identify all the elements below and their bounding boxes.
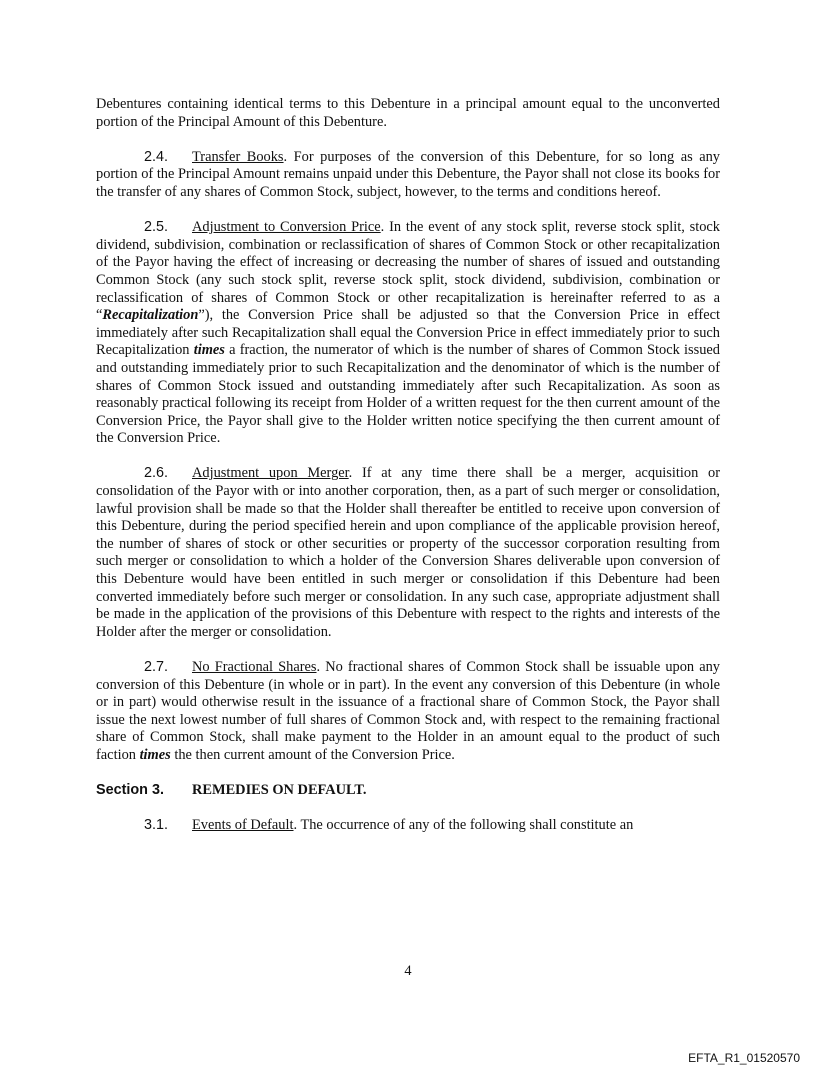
section-3-1-title: Events of Default: [192, 817, 294, 834]
section-2-5-paragraph: [96, 219, 720, 448]
section-3-title: REMEDIES ON DEFAULT.: [192, 782, 367, 799]
section-3-1-text: . The occurrence of any of the following shall constitute an: [293, 817, 634, 834]
section-2-7-paragraph: [96, 659, 720, 765]
section-2-7-text-b: the then current amount of the Conversion Price.: [170, 746, 455, 763]
section-2-4-title: Transfer Books: [192, 148, 284, 165]
page-number: 4: [404, 963, 412, 979]
section-2-4-paragraph: [96, 149, 720, 202]
section-2-6-title: Adjustment upon Merger: [192, 465, 349, 482]
section-2-7-text-a: . No fractional shares of Common Stock shall be issuable upon any conversion of this Debenture (in whole or in part). In the event any conversion of this Debenture (in whole or in part) would otherwise result in the issuance of a fractional share of Common Stock, the Payor shall issue the next lowest number of full shares of Common Stock and, with respect to the remaining fractional share of Common Stock, shall make payment to the Holder in an amount equal to the product of such faction: [96, 659, 720, 763]
section-2-5-text-c: a fraction, the numerator of which is the number of shares of Common Stock issued and outstanding immediately prior to such Recapitalization and the denominator of which is the number of shares of Common Stock issued and outstanding immediately after such Recapitalization. As soon as reasonably practical following its receipt from Holder of a written request for the then current amount of the Conversion Price, the Payor shall give to the Holder written notice specifying the then current amount of the Conversion Price.: [96, 342, 720, 447]
section-2-4-text: . For purposes of the conversion of this Debenture, for so long as any portion of the Principal Amount remains unpaid under this Debenture, the Payor shall not close its books for the transfer of any shares of Common Stock, subject, however, to the terms and conditions hereof.: [96, 148, 720, 200]
document-page: [96, 96, 720, 835]
section-2-6-paragraph: [96, 465, 720, 641]
section-2-5-title: Adjustment to Conversion Price: [192, 219, 381, 236]
section-3-1-number: 3.1.: [144, 817, 169, 834]
bates-number: EFTA_R1_01520570: [688, 1051, 800, 1065]
recapitalization-defined-term: Recapitalization: [102, 307, 199, 324]
section-2-7-emphasis-times: times: [139, 746, 171, 763]
section-3-number: Section 3.: [96, 782, 164, 799]
section-2-6-number: 2.6.: [144, 465, 169, 482]
section-2-6-text: . If at any time there shall be a merger, acquisition or consolidation of the Payor with or into another corporation, then, as a part of such merger or consolidation, lawful provision shall be made so that the Holder shall thereafter be entitled to receive upon conversion of this Debenture, during the period specified herein and upon compliance of the applicable provision hereof, the number of shares of stock or other securities or property of the successor corporation resulting from such merger or consolidation to which a holder of the Conversion Shares deliverable upon conversion of this Debenture would have been entitled in such merger or consolidation if this Debenture had been converted immediately before such merger or consolidation. In any such case, appropriate adjustment shall be made in the application of the provisions of this Debenture with respect to the rights and interests of the Holder after the merger or consolidation.: [96, 465, 720, 640]
section-2-5-emphasis-times: times: [193, 342, 225, 359]
section-2-4-number: 2.4.: [144, 148, 169, 165]
continuation-paragraph: Debentures containing identical terms to this Debenture in a principal amount equal to the unconverted portion of the Principal Amount of this Debenture.: [96, 96, 720, 130]
section-2-7-title: No Fractional Shares: [192, 659, 317, 675]
section-2-7-number: 2.7.: [144, 659, 169, 675]
section-3-heading: [96, 782, 720, 800]
section-3-1-paragraph: [96, 817, 720, 835]
section-2-5-text-a: . In the event of any stock split, reverse stock split, stock dividend, subdivision, combination or reclassification of shares of Common Stock or other recapitalization of the Payor having the effect of increasing or decreasing the number of shares of issued and outstanding Common Stock (any such stock split, reverse stock split, stock dividend, subdivision, combination or reclassification of shares of Common Stock or other recapitalization is hereinafter referred to as a “: [96, 219, 720, 324]
section-2-5-text-b: ”), the Conversion Price shall be adjusted so that the Conversion Price in effect immediately after such Recapitalization shall equal the Conversion Price in effect immediately prior to such Recapitalization: [96, 307, 720, 359]
section-2-5-number: 2.5.: [144, 219, 169, 236]
